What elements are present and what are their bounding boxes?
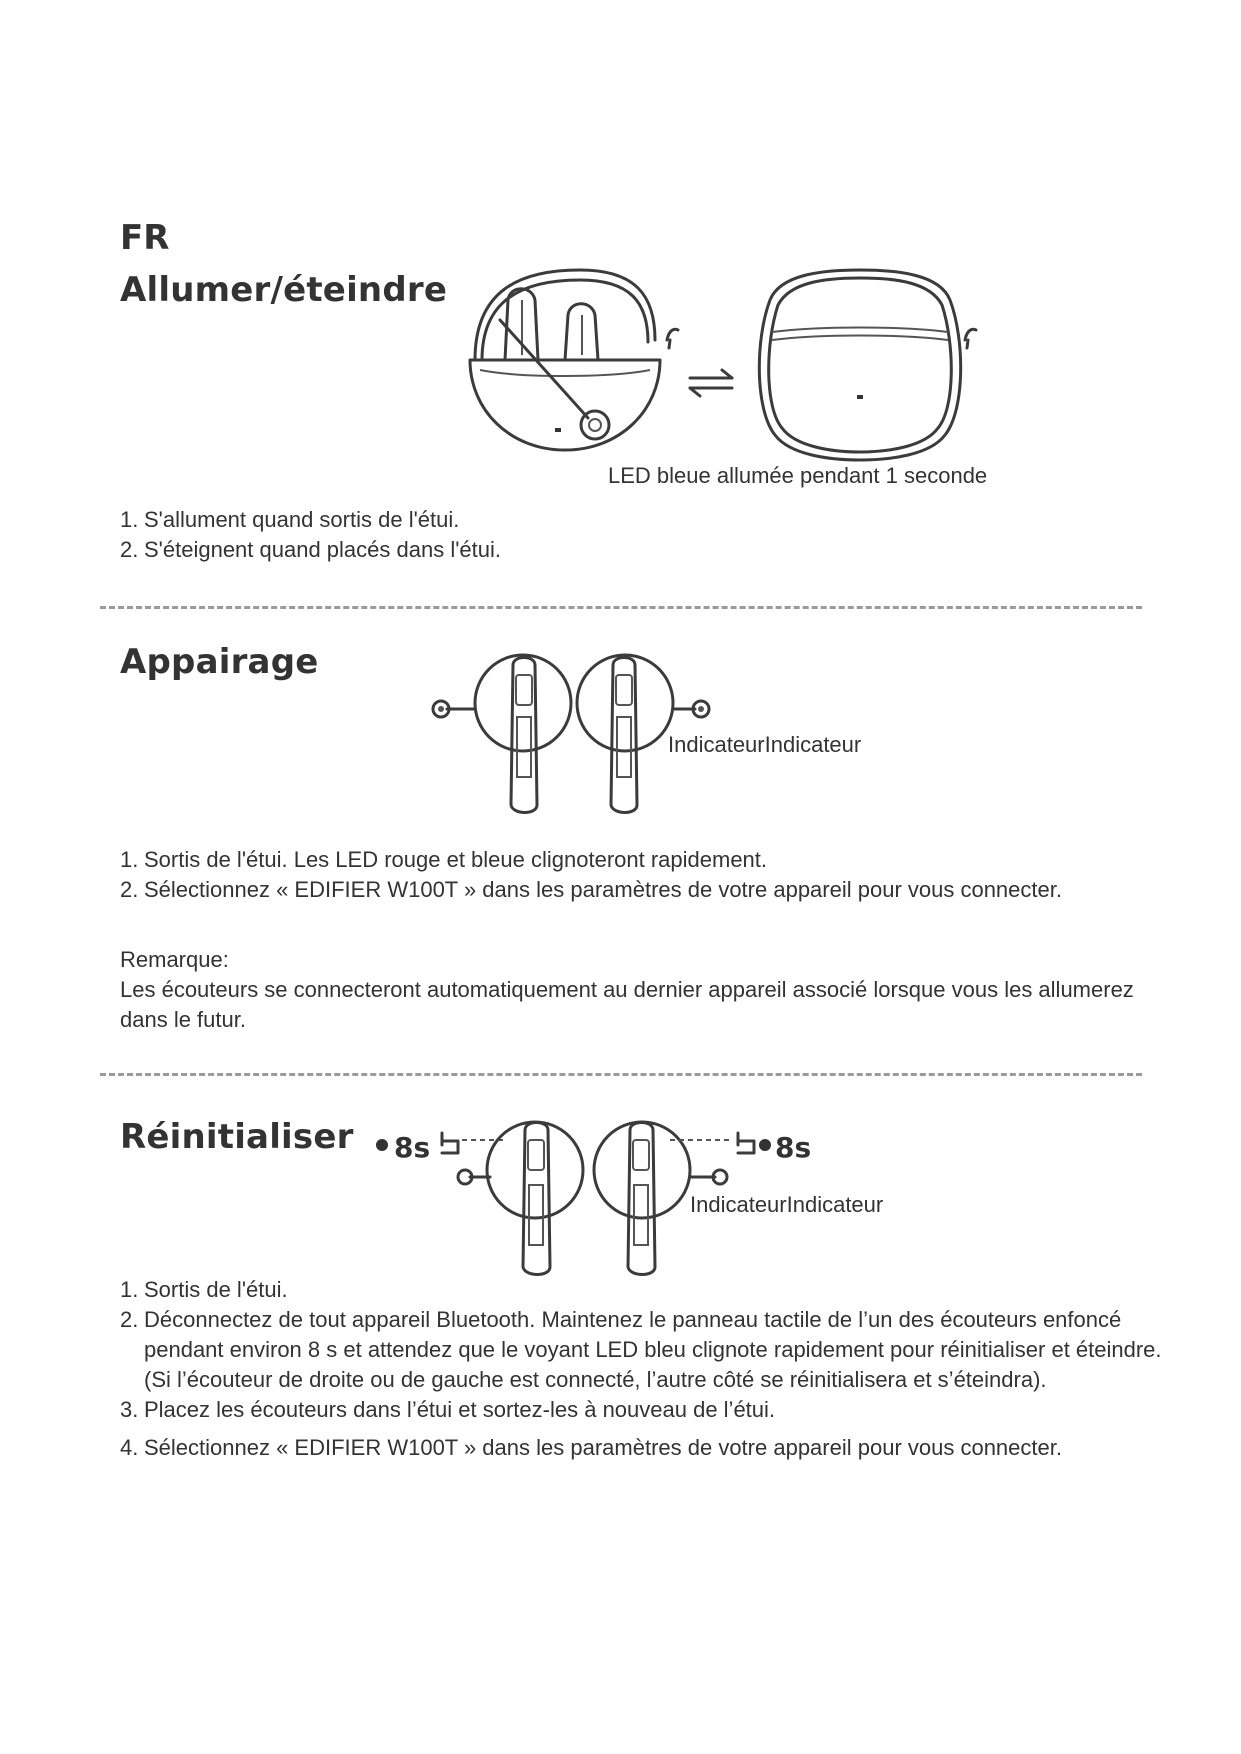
list-item: 2. Sélectionnez « EDIFIER W100T » dans les paramètres de votre appareil pour vous connecter. — [120, 877, 1062, 902]
charging-case-illustration — [460, 260, 1020, 470]
list-item: 2. S'éteignent quand placés dans l'étui. — [120, 537, 501, 562]
list-item: 1. Sortis de l'étui. — [120, 1277, 288, 1302]
pairing-section-title: Appairage — [120, 642, 319, 682]
section-divider — [100, 1073, 1142, 1076]
note-line: dans le futur. — [120, 1007, 246, 1032]
list-item: 4. Sélectionnez « EDIFIER W100T » dans les paramètres de votre appareil pour vous connecter. — [120, 1435, 1062, 1460]
hold-time-left: 8s — [394, 1131, 431, 1164]
note-line: Les écouteurs se connecteront automatiquement au dernier appareil associé lorsque vous les allumerez — [120, 977, 1134, 1002]
reset-indicator-label: IndicateurIndicateur — [690, 1192, 884, 1217]
list-item: 1. S'allument quand sortis de l'étui. — [120, 507, 460, 532]
list-item: pendant environ 8 s et attendez que le voyant LED bleu clignote rapidement pour réinitialiser et éteindre. — [144, 1337, 1162, 1362]
led-caption: LED bleue allumée pendant 1 seconde — [608, 463, 988, 488]
pairing-indicator-label: IndicateurIndicateur — [668, 732, 862, 757]
language-code: FR — [120, 218, 170, 258]
list-item: 2. Déconnectez de tout appareil Bluetooth. Maintenez le panneau tactile de l’un des écouteurs enfoncé — [120, 1307, 1122, 1332]
reset-steps — [120, 1275, 1180, 1463]
reset-section-title: Réinitialiser — [120, 1117, 354, 1157]
list-item: 3. Placez les écouteurs dans l’étui et sortez-les à nouveau de l’étui. — [120, 1397, 776, 1422]
hold-time-right: 8s — [775, 1131, 812, 1164]
list-item: 1. Sortis de l'étui. Les LED rouge et bleue clignoteront rapidement. — [120, 847, 768, 872]
power-steps — [120, 505, 1120, 565]
pairing-note — [120, 945, 1160, 1035]
power-section-title: Allumer/éteindre — [120, 270, 448, 310]
note-title: Remarque: — [120, 947, 229, 972]
pairing-steps — [120, 845, 1160, 905]
section-divider — [100, 606, 1142, 609]
list-item: (Si l’écouteur de droite ou de gauche est connecté, l’autre côté se réinitialisera et s’éteindra). — [144, 1367, 1047, 1392]
